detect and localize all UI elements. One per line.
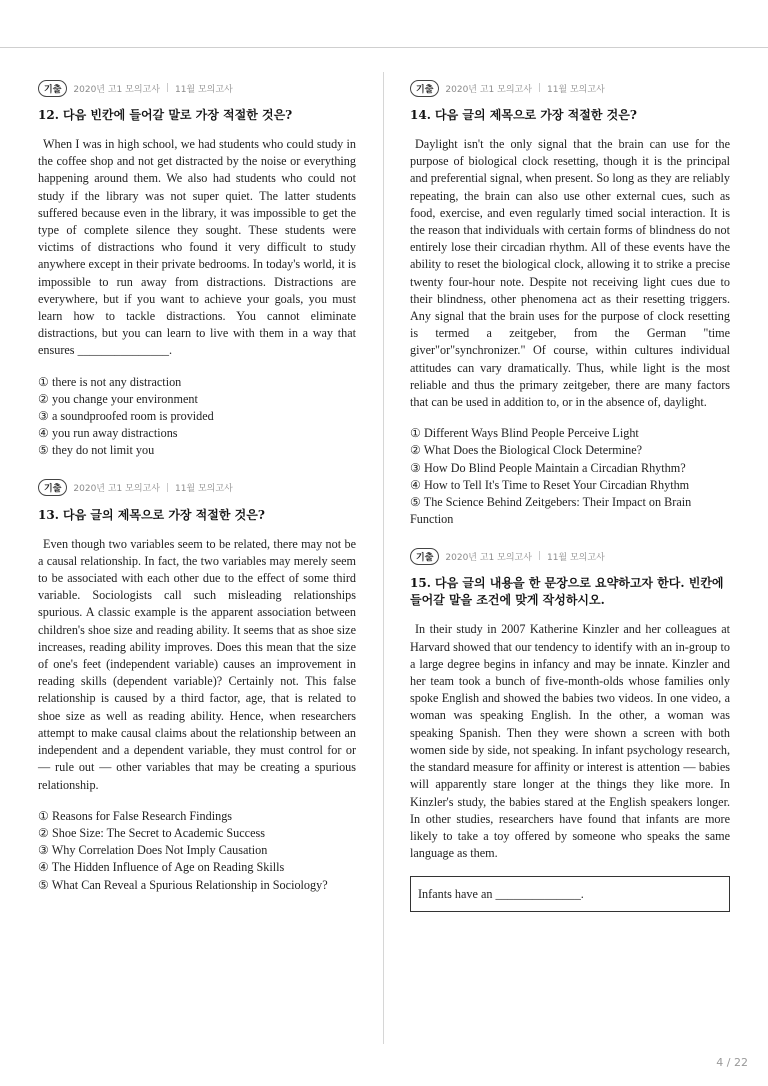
option-5[interactable]: ⑤ they do not limit you: [38, 443, 155, 458]
question-title: 12. 다음 빈칸에 들어갈 말로 가장 적절한 것은?: [38, 108, 293, 122]
tag-separator: |: [165, 482, 169, 493]
source-year: 2020년 고1 모의고사: [445, 552, 532, 563]
right-column: [410, 78, 730, 930]
source-month: 11월 모의고사: [546, 552, 605, 563]
option-5[interactable]: ⑤ What Can Reveal a Spurious Relationship in Sociology?: [38, 877, 328, 892]
tag-separator: |: [537, 551, 541, 562]
option-1[interactable]: ① Reasons for False Research Findings: [38, 808, 233, 823]
past-exam-badge: 기출: [410, 548, 439, 565]
option-1[interactable]: ① there is not any distraction: [38, 374, 182, 389]
answer-options: [410, 425, 730, 528]
option-2[interactable]: ② What Does the Biological Clock Determine?: [410, 443, 643, 458]
question-source-tag: [38, 478, 356, 498]
question-passage: Daylight isn't the only signal that the brain can use for the purpose of biological clock resetting, though it is the principal and preferential signal, when present. So long as they are reliably repeating, the brain can also use other external cues, such as food, exercise, and even regularly timed social interaction. It is the reason that individuals with certain forms of blindness do not entirely lose their circadian rhythm. All of these events have the ability to reset the biological clock, allowing it to strike a precise twenty four-hour note. Despite not receiving light cues due to their blindness, other phenomena act as their resetting triggers. Any signal that the brain uses for the purpose of clock resetting is termed a zeitgeber, from the German "time giver"or"synchronizer." Of course, within cultures individual attitudes can vary dramatically. Thus, while light is the most reliable and thus the primary zeitgeber, there are many factors that can be used in addition to, or in the absence of, daylight.: [410, 137, 730, 410]
source-month: 11월 모의고사: [174, 84, 233, 95]
answer-options: [38, 374, 356, 460]
question-passage: When I was in high school, we had students who could study in the coffee shop and not get distracted by the noise or everything happening around them. We also had students who could not study if the library was not super quiet. The latter students suffered because even in the library, it was impossible to get the type of complete silence they sought. These students were victims of distractions who found it very difficult to study anywhere except in their private bedrooms. In today's world, it is impossible to run away from distractions. Distractions are everywhere, but if you want to achieve your goals, you must learn how to tackle distractions. You cannot eliminate distractions, but you can learn to live with them in a way that ensures _______________.: [38, 137, 356, 358]
source-month: 11월 모의고사: [174, 484, 233, 495]
column-divider: [383, 72, 384, 1044]
past-exam-badge: 기출: [410, 80, 439, 97]
source-year: 2020년 고1 모의고사: [73, 84, 160, 95]
page-number: 4 / 22: [716, 1056, 748, 1069]
left-column: [38, 78, 356, 912]
question-passage: Even though two variables seem to be related, there may not be a causal relationship. In fact, the two variables may merely seem to be associated with each other due to the effect of some third variable. Sociologists call such misleading relationships spurious. A classic example is the apparent association between children's shoe size and reading ability. It seems that as shoe size increases, reading ability improves. Does this mean that the size of one's feet (independent variable) causes an improvement in reading skills (dependent variable)? Certainly not. This false relationship is caused by a third factor, age, that is related to shoe size as well as reading ability. Hence, when researchers attempt to make causal claims about the relationship between an independent and a dependent variable, they must control for or — rule out — other variables that may be creating a spurious relationship.: [38, 536, 356, 792]
question-source-tag: [410, 78, 730, 98]
summary-answer-box[interactable]: Infants have an ______________.: [410, 876, 730, 912]
tag-separator: |: [537, 83, 541, 93]
answer-options: [38, 808, 356, 894]
question-title: 14. 다음 글의 제목으로 가장 적절한 것은?: [410, 108, 637, 122]
option-3[interactable]: ③ How Do Blind People Maintain a Circadian Rhythm?: [410, 460, 686, 475]
question-source-tag: [410, 546, 730, 566]
question-source-tag: [38, 78, 356, 98]
source-year: 2020년 고1 모의고사: [73, 484, 160, 495]
question-12: [38, 78, 356, 460]
source-year: 2020년 고1 모의고사: [445, 84, 532, 95]
question-13: [38, 478, 356, 894]
question-title: 15. 다음 글의 내용을 한 문장으로 요약하고자 한다. 빈칸에 들어갈 말을 조건에 맞게 작성하시오.: [410, 576, 724, 608]
option-2[interactable]: ② Shoe Size: The Secret to Academic Success: [38, 825, 265, 840]
question-15: [410, 546, 730, 912]
option-3[interactable]: ③ a soundproofed room is provided: [38, 409, 214, 424]
option-4[interactable]: ④ you run away distractions: [38, 426, 178, 441]
header-rule: [0, 47, 768, 48]
option-1[interactable]: ① Different Ways Blind People Perceive Light: [410, 426, 639, 441]
source-month: 11월 모의고사: [546, 84, 605, 95]
option-4[interactable]: ④ The Hidden Influence of Age on Reading Skills: [38, 860, 285, 875]
option-2[interactable]: ② you change your environment: [38, 391, 198, 406]
past-exam-badge: 기출: [38, 479, 67, 496]
question-title: 13. 다음 글의 제목으로 가장 적절한 것은?: [38, 507, 265, 522]
past-exam-badge: 기출: [38, 80, 67, 97]
option-5[interactable]: ⑤ The Science Behind Zeitgebers: Their Impact on Brain Function: [410, 495, 692, 527]
question-passage: In their study in 2007 Katherine Kinzler and her colleagues at Harvard showed that our tendency to identify with an in-group to a large degree begins in infancy and may be innate. Kinzler and her team took a bunch of five-month-olds whose families only spoke English and showed the babies two videos. In one video, a woman was speaking English. In the other, a woman was speaking Spanish. Then they were shown a screen with both women side by side, not speaking. In infant psychology research, the standard measure for affinity or interest is attention — babies will apparently stare longer at the things they like more. In Kinzler's study, the babies stared at the English speakers longer. In other studies, researchers have found that infants are more likely to take a toy offered by someone who speaks the same language as them.: [410, 622, 730, 861]
question-14: [410, 78, 730, 528]
tag-separator: |: [165, 83, 169, 93]
option-3[interactable]: ③ Why Correlation Does Not Imply Causation: [38, 843, 268, 858]
option-4[interactable]: ④ How to Tell It's Time to Reset Your Circadian Rhythm: [410, 477, 690, 492]
